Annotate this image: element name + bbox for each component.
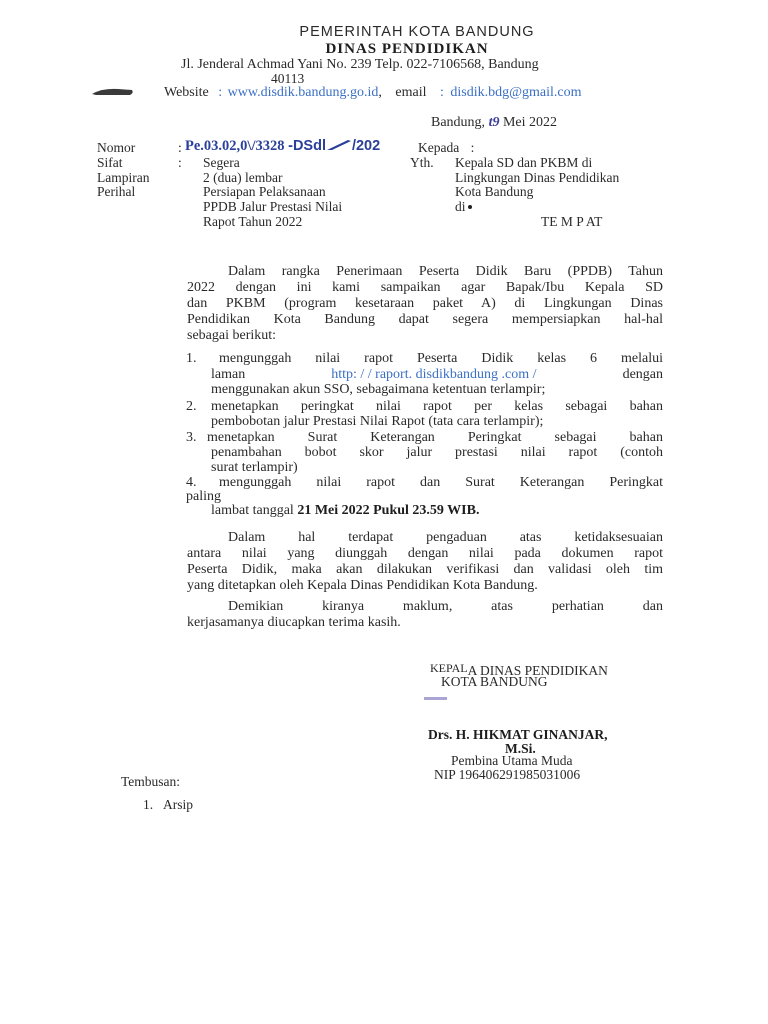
sifat-label: Sifat	[97, 155, 123, 170]
logo-fragment-icon	[92, 87, 134, 96]
department-heading: DINAS PENDIDIKAN	[325, 41, 489, 57]
tembusan-label: Tembusan:	[121, 774, 181, 789]
letter-number-year: /202	[351, 138, 381, 154]
list-item-line: menetapkan Surat Keterangan Peringkat sebagai bahan	[207, 430, 663, 445]
signatory-degree: M.Si.	[505, 741, 536, 756]
paragraph-line: kerjasamanya diucapkan terima kasih.	[187, 615, 401, 630]
list-item-text: lambat tanggal	[211, 503, 294, 518]
recipient-kepada	[418, 140, 474, 156]
perihal-line: Persiapan Pelaksanaan	[203, 184, 326, 199]
date-day: t9	[488, 115, 500, 130]
paragraph-line: Demikian kiranya maklum, atas perhatian dan	[228, 599, 663, 614]
sifat-value: Segera	[203, 155, 240, 170]
email-link[interactable]: disdik.bdg@gmail.com	[450, 85, 582, 100]
list-item-line: menggunakan akun SSO, sebagaimana ketentuan terlampir;	[211, 382, 546, 397]
recipient-yth: Yth.	[410, 155, 434, 170]
perihal-line: Rapot Tahun 2022	[203, 214, 303, 229]
paragraph-line: antara nilai yang diunggah dengan nilai pada dokumen rapot	[187, 546, 663, 561]
signatory-nip: NIP 196406291985031006	[434, 767, 581, 782]
paragraph-line: Dalam hal terdapat pengaduan atas ketidaksesuaian	[228, 530, 663, 545]
closing-paragraph	[187, 599, 663, 631]
list-item-line: surat terlampir)	[211, 460, 298, 475]
list-item-line: pembobotan jalur Prestasi Nilai Rapot (tata cara terlampir);	[211, 414, 544, 429]
list-item-line	[211, 367, 663, 383]
list-item-line: mengunggah nilai rapot dan Surat Keterangan Peringkat	[219, 475, 663, 490]
date-month-year: Mei 2022	[502, 115, 558, 130]
kepada-label: Kepada	[418, 140, 460, 155]
recipient-line: Kota Bandung	[455, 184, 534, 199]
letterhead-contact: Website : www.disdik.bandung.go.id, email : disdik.bdg@gmail.com	[164, 85, 582, 100]
deadline-text: 21 Mei 2022 Pukul 23.59 WIB.	[297, 503, 480, 518]
paragraph-line: 2022 dengan ini kami sampaikan agar Bapak/Ibu Kepala SD	[187, 280, 663, 295]
intro-paragraph	[187, 264, 663, 344]
paragraph-line: Peserta Didik, maka akan dilakukan verifikasi dan validasi oleh tim	[187, 562, 663, 577]
letterhead-postal-code: 40113	[271, 71, 305, 86]
paragraph-line: yang ditetapkan oleh Kepala Dinas Pendidikan Kota Bandung.	[187, 578, 538, 593]
perihal-line: PPDB Jalur Prestasi Nilai	[203, 199, 343, 214]
signature-stroke-icon	[326, 139, 352, 151]
date-city: Bandung,	[431, 115, 486, 130]
email-label: email	[395, 85, 427, 100]
paragraph-line: dan PKBM (program kesetaraan paket A) di Lingkungan Dinas	[187, 296, 663, 311]
recipient-line: Lingkungan Dinas Pendidikan	[455, 170, 620, 185]
signature-title-part: KEPAL	[430, 661, 468, 675]
letterhead-address: Jl. Jenderal Achmad Yani No. 239 Telp. 022-7106568, Bandung	[181, 57, 539, 72]
sifat-separator: :	[178, 155, 182, 170]
letter-number	[185, 138, 380, 155]
list-item-line: paling	[186, 489, 221, 504]
tembusan-item: Arsip	[163, 797, 193, 812]
letter-date	[431, 115, 557, 131]
nomor-separator: :	[178, 140, 182, 155]
website-label: Website	[164, 85, 209, 100]
signature-title-line2: KOTA BANDUNG	[441, 674, 548, 689]
list-number: 3.	[186, 430, 197, 445]
email-separator: :	[440, 85, 444, 100]
list-number: 4.	[186, 475, 197, 490]
recipient-di	[455, 199, 472, 215]
lampiran-label: Lampiran	[97, 170, 150, 185]
raport-link[interactable]: http: / / raport. disdikbandung .com /	[331, 367, 537, 382]
paragraph-line: Dalam rangka Penerimaan Peserta Didik Baru (PPDB) Tahun	[228, 264, 663, 279]
signature-title-part: A DINAS PENDIDIKAN	[467, 663, 608, 678]
perihal-label: Perihal	[97, 184, 136, 199]
recipient-line: Kepala SD dan PKBM di	[455, 155, 593, 170]
list-item-line	[211, 503, 479, 519]
signature-mark-icon	[424, 697, 447, 700]
list-item-line: menetapkan peringkat nilai rapot per kelas sebagai bahan	[211, 399, 663, 414]
letter-number-stamp: -DSdl	[288, 138, 326, 154]
signatory-name: Drs. H. HIKMAT GINANJAR,	[428, 727, 608, 742]
paragraph-line: Pendidikan Kota Bandung dapat segera mempersiapkan hal-hal	[187, 312, 663, 327]
letter-number-value: Pe.03.02,0\/3328	[185, 138, 285, 154]
recipient-di-text: di	[455, 199, 466, 214]
complaint-paragraph	[187, 530, 663, 594]
list-item-line: penambahan bobot skor jalur prestasi nilai rapot (contoh	[211, 445, 663, 460]
nomor-label: Nomor	[97, 140, 136, 155]
bullet-mark-icon	[468, 205, 472, 209]
website-link[interactable]: www.disdik.bandung.go.id	[227, 85, 379, 100]
kepada-separator: :	[470, 140, 475, 155]
paragraph-line: sebagai berikut:	[187, 328, 277, 343]
list-number: 1.	[186, 351, 197, 366]
list-number: 2.	[186, 399, 197, 414]
list-item-text: dengan	[622, 367, 663, 382]
government-heading: PEMERINTAH KOTA BANDUNG	[299, 24, 535, 40]
signatory-rank: Pembina Utama Muda	[451, 753, 573, 768]
recipient-tempat: TE M P AT	[541, 214, 603, 229]
list-item-line: mengunggah nilai rapot Peserta Didik kelas 6 melalui	[219, 351, 663, 366]
website-separator: :	[218, 85, 223, 100]
lampiran-value: 2 (dua) lembar	[203, 170, 283, 185]
list-item-text: laman	[211, 367, 246, 382]
tembusan-item-number: 1.	[143, 797, 154, 812]
